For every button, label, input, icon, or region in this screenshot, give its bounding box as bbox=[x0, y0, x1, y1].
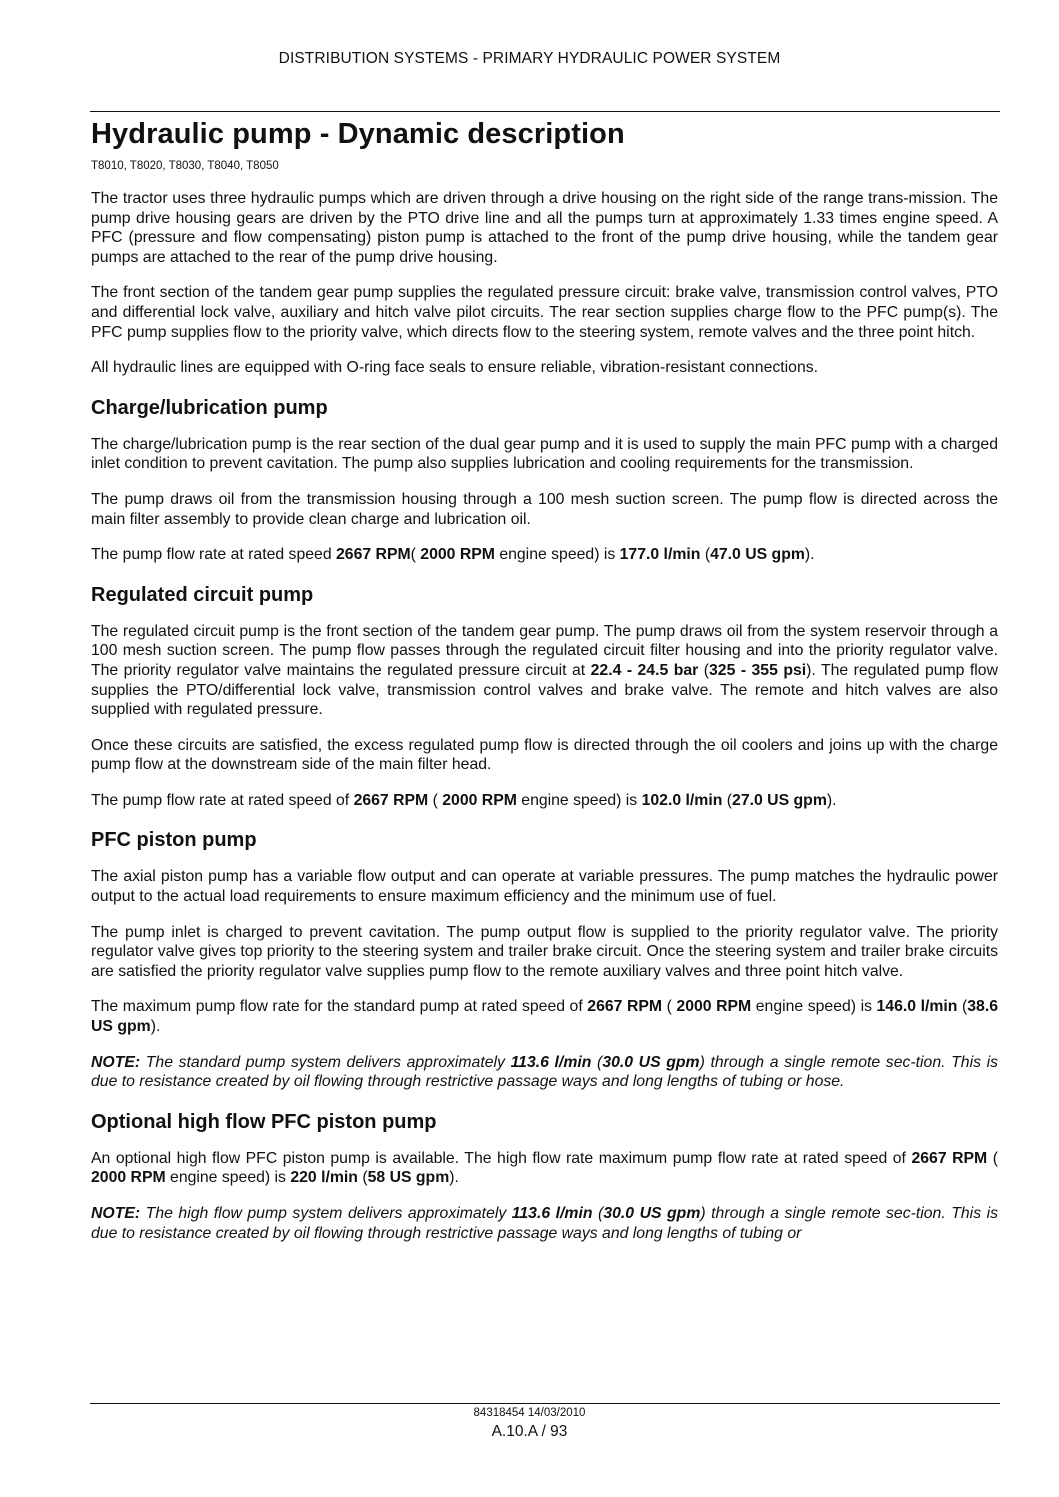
section-heading-charge: Charge/lubrication pump bbox=[91, 396, 328, 419]
pfc-note: NOTE: The standard pump system delivers approximately 113.6 l/min (30.0 US gpm) through a single remote sec-tion. This is due to resistance created by oil flowing through restrictive passage ways and long lengths of tubing or hose. bbox=[91, 1053, 999, 1091]
pfc-flow-rate: The maximum pump flow rate for the standard pump at rated speed of 2667 RPM ( 2000 RPM engine speed) is 146.0 l/min (38.6 US gpm). bbox=[91, 998, 999, 1036]
section-heading-high-flow: Optional high flow PFC piston pump bbox=[91, 1110, 437, 1133]
intro-paragraph-1: The tractor uses three hydraulic pumps which are driven through a drive housing on the right side of the range trans-mission. The pump drive housing gears are driven by the PTO drive line and all the pumps turn at approximately 1.33 times engine speed. A PFC (pressure and flow compensating) piston pump is attached to the front of the pump drive housing, while the tandem gear pumps are attached to the rear of the pump drive housing. bbox=[91, 190, 998, 266]
section-heading-pfc: PFC piston pump bbox=[91, 829, 257, 852]
charge-flow-rate: The pump flow rate at rated speed 2667 RPM( 2000 RPM engine speed) is 177.0 l/min (47.0 US gpm). bbox=[91, 546, 815, 564]
footer-rule bbox=[90, 1403, 1000, 1404]
high-flow-note: NOTE: The high flow pump system delivers approximately 113.6 l/min (30.0 US gpm) through a single remote sec-tion. This is due to resistance created by oil flowing through restrictive passage ways and long lengths of tubing or bbox=[91, 1205, 999, 1242]
intro-paragraph-2: The front section of the tandem gear pump supplies the regulated pressure circuit: brake valve, transmission control valves, PTO and differential lock valve, auxiliary and hitch valve pilot circuits. The rear section supplies charge flow to the PFC pump(s). The PFC pump supplies flow to the priority valve, which directs flow to the steering system, remote valves and the three point hitch. bbox=[91, 284, 998, 341]
page-content bbox=[91, 114, 998, 1243]
section-heading-regulated: Regulated circuit pump bbox=[91, 583, 314, 606]
regulated-paragraph-2: Once these circuits are satisfied, the excess regulated pump flow is directed through the oil coolers and joins up with the charge pump flow at the downstream side of the main filter head. bbox=[91, 736, 998, 774]
charge-paragraph-2: The pump draws oil from the transmission housing through a 100 mesh suction screen. The pump flow is directed across the main filter assembly to provide clean charge and lubrication oil. bbox=[91, 490, 998, 528]
pfc-paragraph-1: The axial piston pump has a variable flow output and can operate at variable pressures. The pump matches the hydraulic power output to the actual load requirements to ensure maximum efficiency and the minimum use of fuel. bbox=[91, 868, 998, 906]
charge-paragraph-1: The charge/lubrication pump is the rear section of the dual gear pump and it is used to supply the main PFC pump with a charged inlet condition to prevent cavitation. The pump also supplies lubrication and cooling requirements for the transmission. bbox=[91, 435, 998, 473]
high-flow-paragraph-1: An optional high flow PFC piston pump is available. The high flow rate maximum pump flow rate at rated speed of 2667 RPM ( 2000 RPM engine speed) is 220 l/min (58 US gpm). bbox=[91, 1149, 999, 1187]
header-rule bbox=[90, 111, 1000, 112]
page-title: Hydraulic pump - Dynamic description bbox=[91, 118, 625, 150]
regulated-paragraph-1: The regulated circuit pump is the front section of the tandem gear pump. The pump draws oil from the system reservoir through a 100 mesh suction screen. The pump flow passes through the regulated circuit filter housing and into the priority regulator valve. The priority regulator valve maintains the regulated pressure circuit at 22.4 - 24.5 bar (325 - 355 psi). The regulated pump flow supplies the PTO/differential lock valve, transmission control valves and brake valve. The remote and hitch valves are also supplied with regulated pressure. bbox=[91, 622, 998, 719]
page-number: A.10.A / 93 bbox=[491, 1423, 568, 1440]
pfc-paragraph-2: The pump inlet is charged to prevent cavitation. The pump output flow is supplied to the priority regulator valve. The priority regulator valve gives top priority to the steering system and trailer brake circuit. Once the steering system and trailer brake circuits are satisfied the priority regulator valve supplies pump flow to the remote auxiliary valves and three point hitch valve. bbox=[91, 923, 998, 980]
running-header: DISTRIBUTION SYSTEMS - PRIMARY HYDRAULIC POWER SYSTEM bbox=[278, 50, 781, 67]
model-list: T8010, T8020, T8030, T8040, T8050 bbox=[91, 160, 279, 172]
regulated-flow-rate: The pump flow rate at rated speed of 2667 RPM ( 2000 RPM engine speed) is 102.0 l/min (27.0 US gpm). bbox=[91, 791, 837, 809]
document-code: 84318454 14/03/2010 bbox=[473, 1407, 586, 1419]
intro-paragraph-3: All hydraulic lines are equipped with O-ring face seals to ensure reliable, vibration-resistant connections. bbox=[91, 359, 819, 377]
